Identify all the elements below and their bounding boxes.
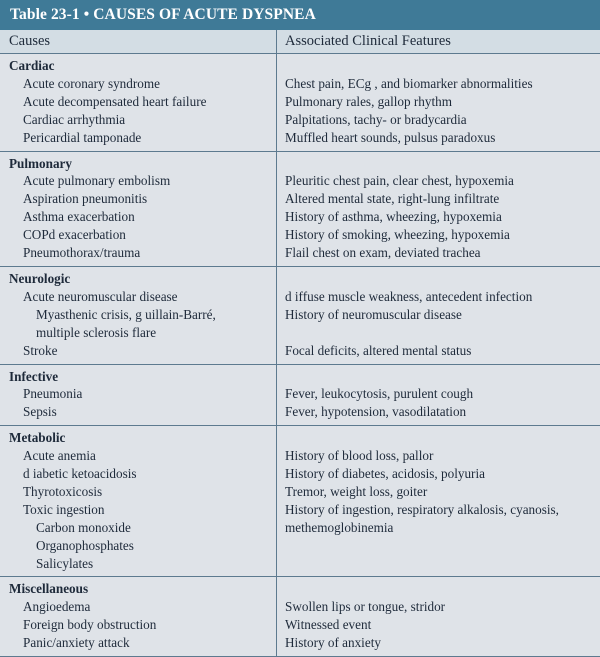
feature-item: Fever, leukocytosis, purulent cough xyxy=(285,386,474,402)
group-heading: Metabolic xyxy=(9,430,66,446)
feature-item: History of ingestion, respiratory alkalosis, cyanosis, xyxy=(285,501,559,517)
group-metabolic xyxy=(0,426,600,577)
heading-spacer xyxy=(285,155,600,173)
feature-item: History of blood loss, pallor xyxy=(285,448,434,464)
group-heading: Pulmonary xyxy=(9,155,73,171)
group-neurologic xyxy=(0,267,600,365)
feature-item: Swollen lips or tongue, stridor xyxy=(285,599,446,615)
heading-spacer xyxy=(285,270,600,288)
feature-item xyxy=(285,324,600,342)
table-header-row xyxy=(0,30,600,54)
cause-item: Pneumothorax/trauma xyxy=(23,245,141,261)
cause-item: Pneumonia xyxy=(23,386,83,402)
features-cell xyxy=(277,54,600,151)
cause-item: Cardiac arrhythmia xyxy=(23,111,126,127)
cause-item: Acute anemia xyxy=(23,448,96,464)
sub-cause-item: multiple sclerosis flare xyxy=(36,324,157,340)
feature-item: methemoglobinemia xyxy=(285,519,394,535)
feature-item: Pulmonary rales, gallop rhythm xyxy=(285,93,453,109)
cause-item: Acute neuromuscular disease xyxy=(23,288,178,304)
feature-item: Fever, hypotension, vasodilatation xyxy=(285,404,467,420)
cause-item: Thyrotoxicosis xyxy=(23,483,103,499)
feature-item: Focal deficits, altered mental status xyxy=(285,342,472,358)
heading-spacer xyxy=(285,429,600,447)
table-title: Table 23-1 • CAUSES OF ACUTE DYSPNEA xyxy=(0,0,600,30)
feature-item: Flail chest on exam, deviated trachea xyxy=(285,245,481,261)
heading-spacer xyxy=(285,580,600,598)
cause-item: Sepsis xyxy=(23,404,57,420)
cause-item: d iabetic ketoacidosis xyxy=(23,466,137,482)
cause-item: Panic/anxiety attack xyxy=(23,635,130,651)
group-heading: Infective xyxy=(9,368,59,384)
feature-item: Palpitations, tachy- or bradycardia xyxy=(285,111,467,127)
group-heading: Miscellaneous xyxy=(9,581,89,597)
causes-cell xyxy=(0,577,277,656)
causes-cell xyxy=(0,267,277,364)
feature-item: Pleuritic chest pain, clear chest, hypoxemia xyxy=(285,173,514,189)
cause-item: Acute coronary syndrome xyxy=(23,75,160,91)
group-miscellaneous xyxy=(0,577,600,657)
feature-item: History of neuromuscular disease xyxy=(285,306,462,322)
group-heading: Cardiac xyxy=(9,58,55,73)
feature-item: Chest pain, ECg , and biomarker abnormalities xyxy=(285,75,533,91)
sub-cause-item: Salicylates xyxy=(36,555,94,571)
header-features: Associated Clinical Features xyxy=(285,33,451,49)
features-cell xyxy=(277,426,600,576)
causes-cell xyxy=(0,426,277,576)
features-cell xyxy=(277,267,600,364)
cause-item: COPd exacerbation xyxy=(23,227,126,243)
group-pulmonary xyxy=(0,152,600,267)
causes-cell xyxy=(0,152,277,266)
cause-item: Asthma exacerbation xyxy=(23,209,135,225)
features-cell xyxy=(277,152,600,266)
sub-cause-item: Organophosphates xyxy=(36,537,134,553)
causes-cell xyxy=(0,365,277,426)
cause-item: Toxic ingestion xyxy=(23,501,105,517)
feature-item: History of asthma, wheezing, hypoxemia xyxy=(285,209,502,225)
header-causes: Causes xyxy=(0,30,277,53)
sub-cause-item: Carbon monoxide xyxy=(36,519,131,535)
sub-cause-item: Myasthenic crisis, g uillain-Barré, xyxy=(36,306,216,322)
heading-spacer xyxy=(285,368,600,386)
cause-item: Angioedema xyxy=(23,599,91,615)
feature-item: History of anxiety xyxy=(285,635,381,651)
feature-item: Muffled heart sounds, pulsus paradoxus xyxy=(285,129,496,145)
feature-item: Witnessed event xyxy=(285,617,372,633)
feature-item: Altered mental state, right-lung infiltrate xyxy=(285,191,500,207)
feature-item: d iffuse muscle weakness, antecedent infection xyxy=(285,288,533,304)
causes-cell xyxy=(0,54,277,151)
cause-item: Acute pulmonary embolism xyxy=(23,173,171,189)
cause-item: Stroke xyxy=(23,342,58,358)
cause-item: Foreign body obstruction xyxy=(23,617,157,633)
group-cardiac xyxy=(0,54,600,152)
feature-item: History of diabetes, acidosis, polyuria xyxy=(285,466,485,482)
cause-item: Aspiration pneumonitis xyxy=(23,191,148,207)
features-cell xyxy=(277,577,600,656)
group-infective xyxy=(0,365,600,427)
group-heading: Neurologic xyxy=(9,270,71,286)
cause-item: Pericardial tamponade xyxy=(23,129,142,145)
feature-item: Tremor, weight loss, goiter xyxy=(285,483,428,499)
cause-item: Acute decompensated heart failure xyxy=(23,93,207,109)
heading-spacer xyxy=(285,57,600,75)
table-body xyxy=(0,54,600,657)
feature-item: History of smoking, wheezing, hypoxemia xyxy=(285,227,510,243)
features-cell xyxy=(277,365,600,426)
